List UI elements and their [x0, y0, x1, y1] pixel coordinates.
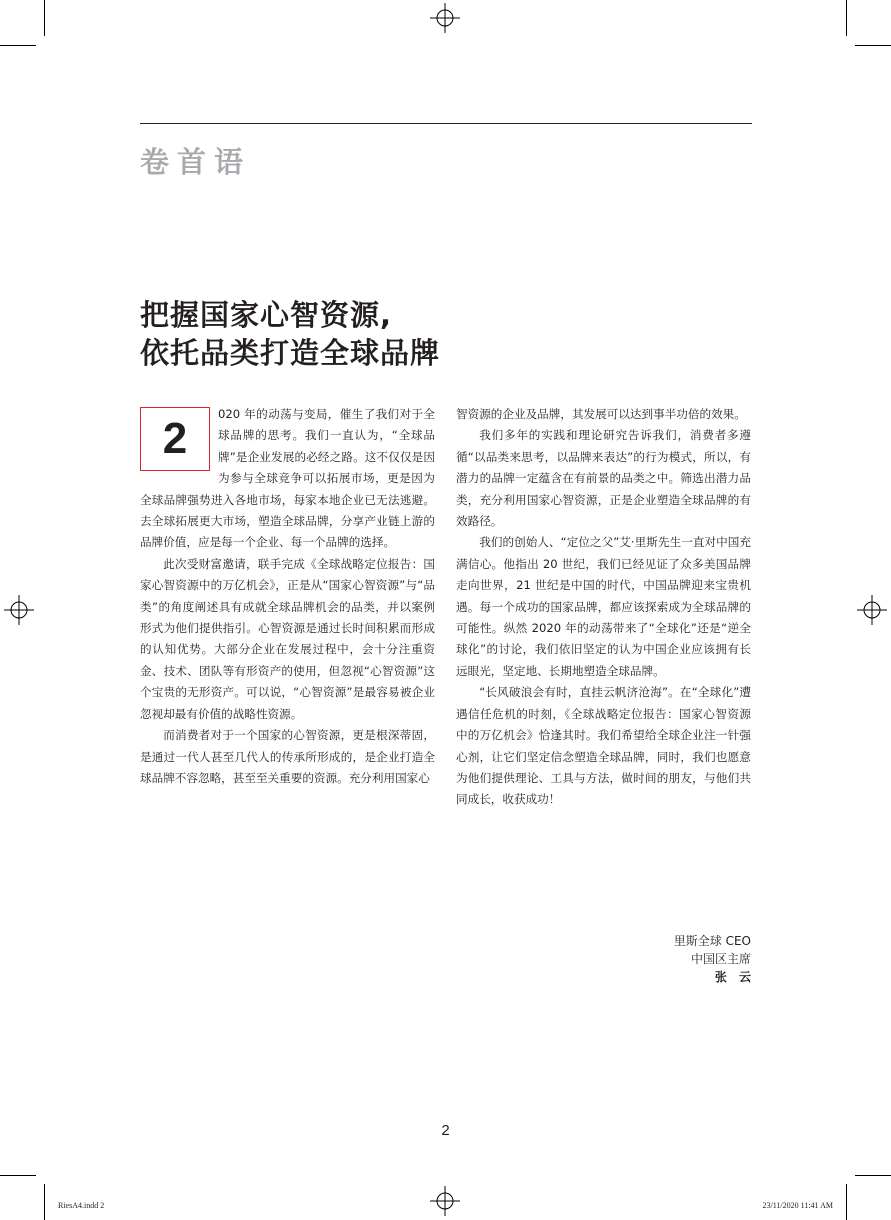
signature-name: 张 云	[714, 970, 755, 984]
signature-role: 中国区主席	[690, 952, 751, 966]
paragraph: 020 年的动荡与变局，催生了我们对于全球品牌的思考。我们一直认为，“全球品牌”是企业发展的必经之路。这不仅仅是因为参与全球竞争可以拓展市场，更是因为全球品牌强势进入各地市场，每家本地企业已无法逃避。去全球拓展更大市场，塑造全球品牌，分享产业链上游的品牌价值，应是每一个企业、每一个品牌的选择。	[140, 407, 435, 550]
crop-mark	[44, 0, 45, 36]
crop-mark	[0, 45, 36, 46]
crop-mark	[846, 0, 847, 36]
headline-line-1: 把握国家心智资源,	[140, 298, 393, 332]
registration-mark-icon	[4, 595, 34, 625]
crop-mark	[846, 1184, 847, 1220]
header-rule	[140, 123, 752, 124]
crop-mark	[855, 45, 891, 46]
signature-title: 里斯全球 CEO	[673, 934, 751, 948]
article-headline	[140, 296, 440, 372]
paragraph: 此次受财富邀请，联手完成《全球战略定位报告：国家心智资源中的万亿机会》，正是从“国家心智资源”与“品类”的角度阐述具有成就全球品牌机会的品类，并以案例形式为他们提供指引。心智资源是通过长时间积累而形成的认知优势。大部分企业在发展过程中，会十分注重资金、技术、团队等有形资产的使用，但忽视“心智资源”这个宝贵的无形资产。可以说，“心智资源”是最容易被企业忽视却最有价值的战略性资源。	[140, 556, 435, 721]
slug-timestamp: 23/11/2020 11:41 AM	[762, 1201, 833, 1210]
crop-mark	[44, 1184, 45, 1220]
registration-mark-icon	[430, 1186, 460, 1216]
paragraph: 而消费者对于一个国家的心智资源，更是根深蒂固，是通过一代人甚至几代人的传承所形成的，是企业打造全球品牌不容忽略，甚至至关重要的资源。充分利用国家心	[140, 728, 435, 785]
paragraph: “长风破浪会有时，直挂云帆济沧海”。在“全球化”遭遇信任危机的时刻，《全球战略定位报告：国家心智资源中的万亿机会》恰逢其时。我们希望给全球企业注一针强心剂，让它们坚定信念塑造全球品牌，同时，我们也愿意为他们提供理论、工具与方法，做时间的朋友，与他们共同成长，收获成功！	[456, 685, 751, 807]
text-column-left	[140, 404, 435, 789]
crop-mark	[855, 1175, 891, 1176]
paragraph: 我们的创始人、“定位之父”艾·里斯先生一直对中国充满信心。他指出 20 世纪，我们已经见证了众多美国品牌走向世界，21 世纪是中国的时代，中国品牌迎来宝贵机遇。每一个成功的国家品牌，都应该探索成为全球品牌的可能性。纵然 2020 年的动荡带来了“全球化”还是“逆全球化”的讨论，我们依旧坚定的认为中国企业应该拥有长远眼光，坚定地、长期地塑造全球品牌。	[456, 535, 751, 678]
paragraph: 智资源的企业及品牌，其发展可以达到事半功倍的效果。	[456, 407, 746, 421]
slug-filename: RiesA4.indd 2	[58, 1201, 105, 1210]
text-column-right	[456, 404, 751, 811]
signature-block	[673, 932, 755, 986]
dropcap: 2	[140, 407, 210, 471]
registration-mark-icon	[857, 595, 887, 625]
section-title: 卷首语	[140, 145, 252, 179]
headline-line-2: 依托品类打造全球品牌	[140, 336, 441, 370]
paragraph: 我们多年的实践和理论研究告诉我们，消费者多遵循“以品类来思考，以品牌来表达”的行为模式，所以，有潜力的品牌一定蕴含在有前景的品类之中。筛选出潜力品类，充分利用国家心智资源，正是企业塑造全球品牌的有效路径。	[456, 428, 751, 529]
page-number: 2	[441, 1122, 450, 1139]
crop-mark	[0, 1175, 36, 1176]
registration-mark-icon	[430, 3, 460, 33]
